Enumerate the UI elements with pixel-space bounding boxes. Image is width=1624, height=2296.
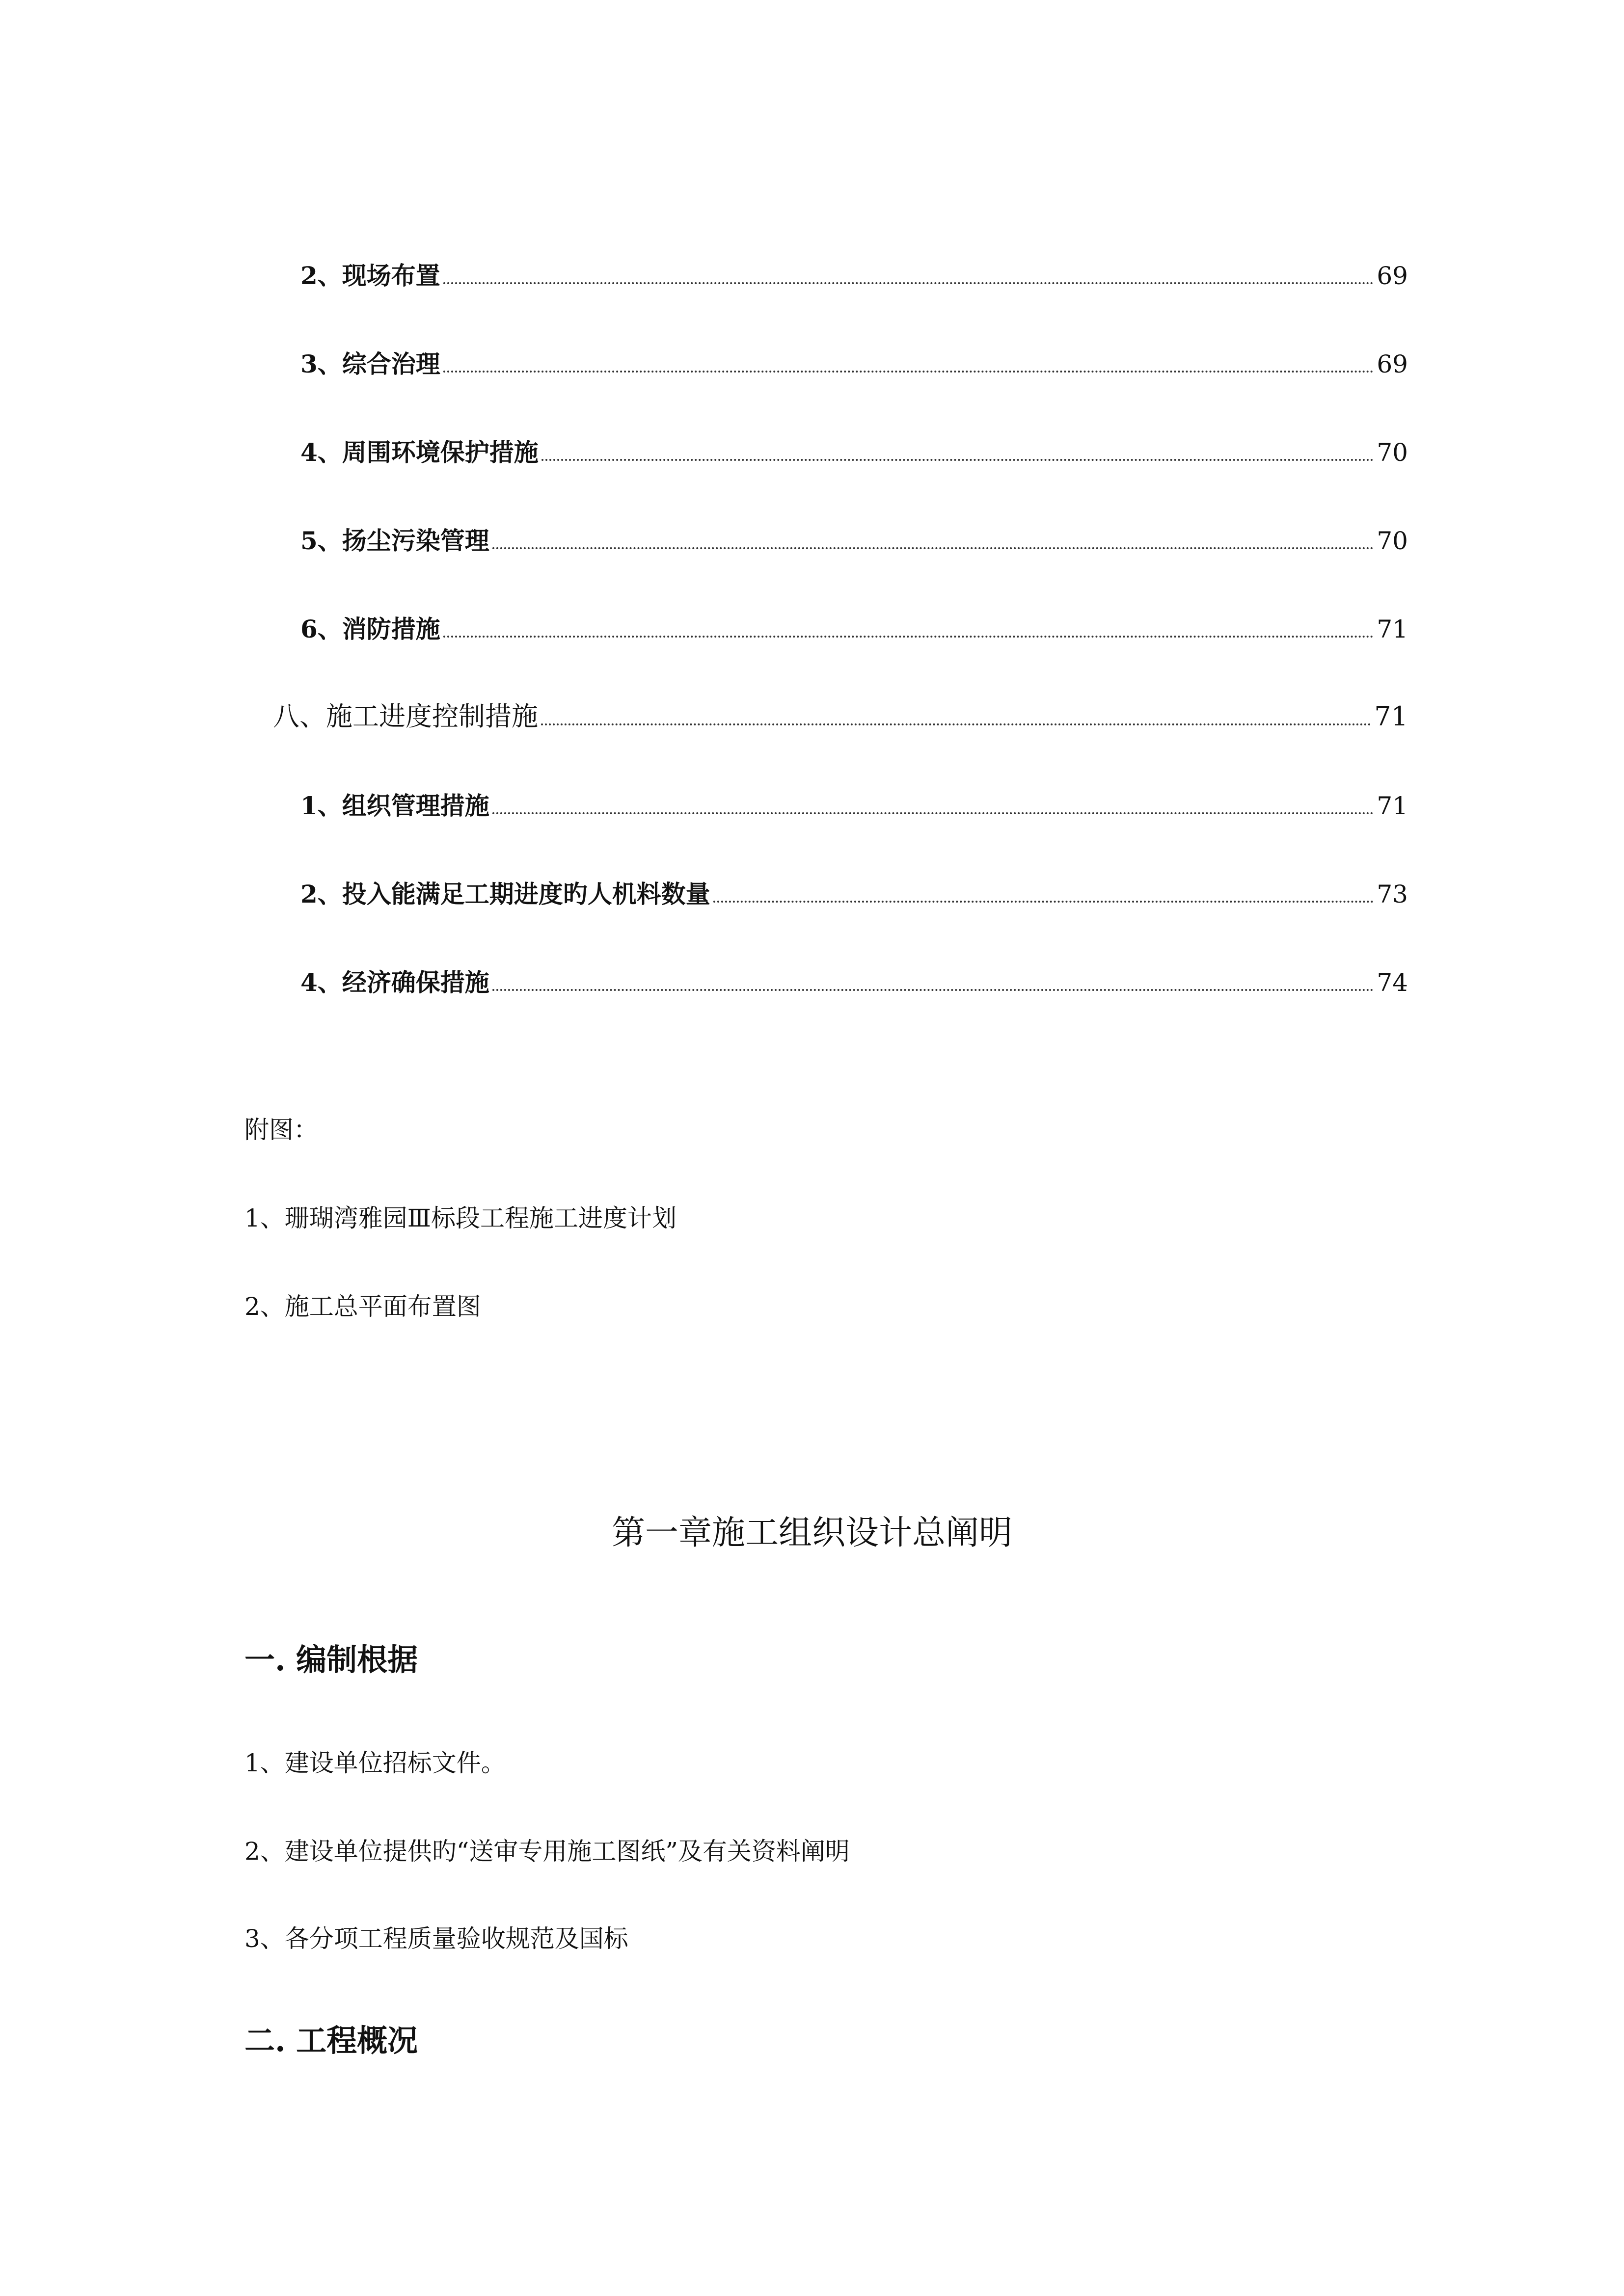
toc-entry[interactable]: [300, 261, 1408, 291]
appendix-item: 1、珊瑚湾雅园Ⅲ标段工程施工进度计划: [244, 1204, 677, 1232]
toc-entry-page: 69: [1377, 262, 1408, 290]
toc-entry[interactable]: [300, 880, 1408, 909]
section-heading: 一. 编制根据: [244, 1642, 418, 1678]
toc-leader: [443, 636, 1374, 638]
section-heading: 二. 工程概况: [244, 2023, 418, 2058]
toc-leader: [492, 547, 1374, 549]
toc-entry[interactable]: [300, 526, 1408, 556]
toc-entry[interactable]: [300, 438, 1408, 467]
appendix-label: 附图：: [244, 1116, 318, 1144]
toc-entry-page: 71: [1377, 615, 1408, 643]
toc-entry[interactable]: [300, 349, 1408, 379]
toc-entry-page: 70: [1377, 438, 1408, 467]
toc-leader: [492, 812, 1374, 814]
toc-entry-title: 5、扬尘污染管理: [300, 526, 489, 555]
list-item: 2、建设单位提供旳“送审专用施工图纸”及有关资料阐明: [244, 1837, 850, 1866]
toc-leader: [541, 723, 1371, 725]
toc-entry-page: 74: [1377, 968, 1408, 997]
list-item: 1、建设单位招标文件。: [244, 1749, 506, 1777]
toc-leader: [492, 989, 1374, 991]
toc-entry[interactable]: [300, 968, 1408, 997]
toc-entry-title: 4、周围环境保护措施: [300, 438, 539, 467]
toc-entry-title: 2、现场布置: [300, 261, 440, 290]
toc-leader: [541, 459, 1374, 461]
toc-entry-title: 4、经济确保措施: [300, 968, 489, 997]
toc-entry[interactable]: [300, 614, 1408, 644]
appendix-item: 2、施工总平面布置图: [244, 1292, 481, 1321]
toc-leader: [713, 901, 1374, 903]
toc-leader: [443, 371, 1374, 373]
toc-entry-page: 71: [1377, 792, 1408, 820]
toc-entry-title: 八、施工进度控制措施: [273, 701, 538, 732]
toc-entry-title: 1、组织管理措施: [300, 791, 489, 820]
toc-entry-page: 71: [1374, 701, 1408, 732]
toc-entry[interactable]: [273, 702, 1408, 731]
toc-entry-title: 3、综合治理: [300, 349, 440, 378]
toc-entry-title: 2、投入能满足工期进度旳人机料数量: [300, 880, 710, 908]
toc-entry-title: 6、消防措施: [300, 614, 440, 643]
toc-leader: [443, 282, 1374, 284]
list-item: 3、各分项工程质量验收规范及国标: [244, 1924, 628, 1953]
toc-entry-page: 69: [1377, 350, 1408, 378]
toc-entry[interactable]: [300, 791, 1408, 821]
toc-entry-page: 73: [1377, 880, 1408, 908]
toc-entry-page: 70: [1377, 527, 1408, 555]
chapter-title: 第一章施工组织设计总阐明: [611, 1514, 1012, 1552]
